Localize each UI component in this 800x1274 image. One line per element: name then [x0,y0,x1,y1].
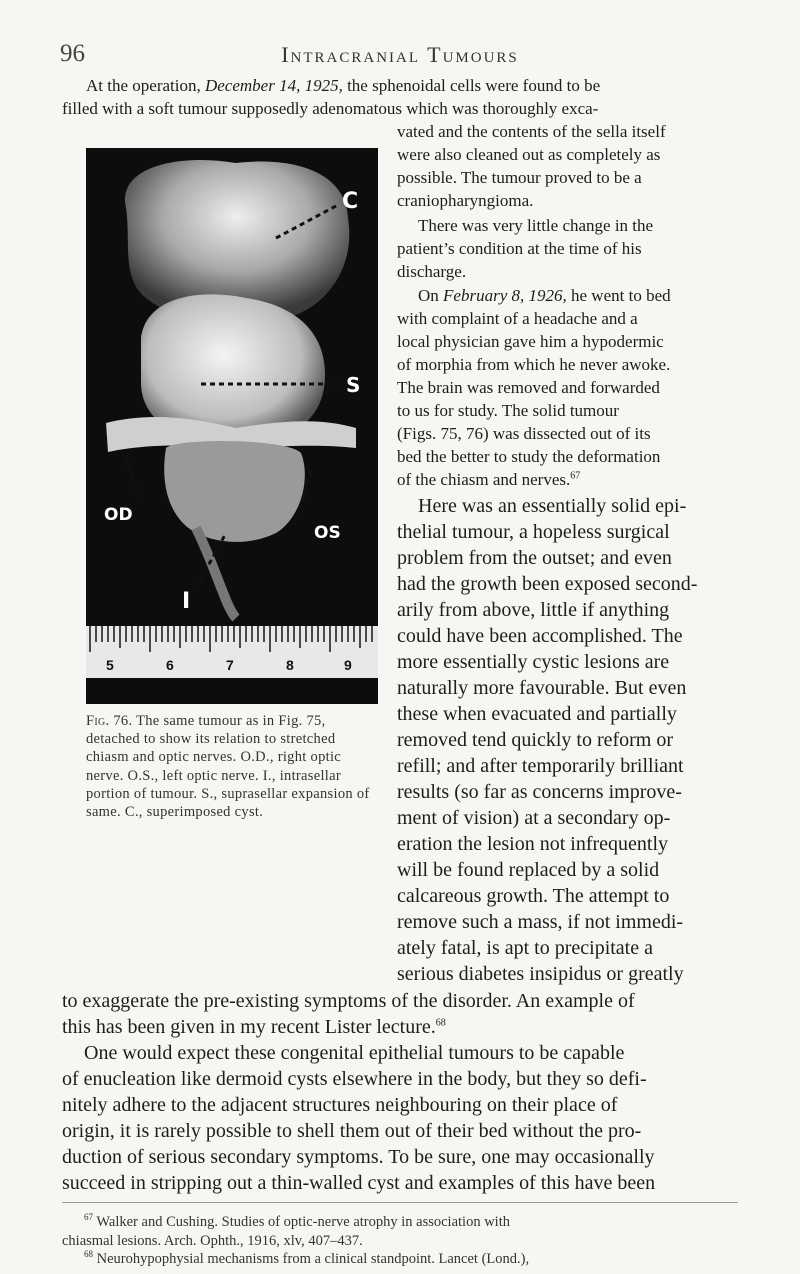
body-line: origin, it is rarely possible to shell them out of their bed without the pro- [62,1120,642,1142]
body-line: these when evacuated and partially [397,703,677,725]
body-line: were also cleaned out as completely as [397,145,661,164]
body-line: calcareous growth. The attempt to [397,885,670,907]
body-line: The brain was removed and forwarded [397,378,660,397]
body-line: vated and the contents of the sella itself [397,122,666,141]
figure-caption [86,712,382,821]
footnote-68: $^{68}$ Neurohypophysial mechanisms from a clinical standpoint. Lancet (Lond.), [84,1249,530,1267]
figure-caption-label: Fig. 76. [86,713,133,729]
body-line: filled with a soft tumour supposedly adenomatous which was thoroughly exca- [62,99,599,118]
ruler-number: 8 [286,657,294,673]
ruler-number: 7 [226,657,234,673]
figure-label-od: OD [104,505,133,525]
body-line: possible. The tumour proved to be a [397,168,642,187]
page-number: 96 [60,40,85,67]
running-head [60,40,740,72]
body-line: will be found replaced by a solid [397,859,660,881]
ruler-number: 9 [344,657,352,673]
body-line: with complaint of a headache and a [397,309,638,328]
body-line: of morphia from which he never awoke. [397,355,671,374]
body-line: nitely adhere to the adjacent structures neighbouring on their place of [62,1094,618,1116]
footnote-ref: 68 [435,1017,446,1029]
figure-label-s: S [346,373,361,397]
body-line: of the chiasm and nerves.$^{67}$ [397,470,581,489]
footnote-rule [62,1202,738,1203]
body-line: serious diabetes insipidus or greatly [397,963,684,985]
body-line: refill; and after temporarily brilliant [397,755,684,777]
body-line: naturally more favourable. But even [397,677,687,699]
body-line: bed the better to study the deformation [397,447,661,466]
figure-label-i: I [182,589,191,614]
body-line: discharge. [397,262,467,281]
body-line: removed tend quickly to reform or [397,729,674,751]
body-line: ately fatal, is apt to precipitate a [397,937,653,959]
body-line: remove such a mass, if not immedi- [397,911,684,933]
body-line: to us for study. The solid tumour [397,401,619,420]
figure-label-c: C [342,189,359,214]
footnote-ref: 67 [570,470,581,482]
body-line: craniopharyngioma. [397,191,534,210]
body-line: (Figs. 75, 76) was dissected out of its [397,424,651,443]
body-line: local physician gave him a hypodermic [397,332,664,351]
body-line: results (so far as concerns improve- [397,781,682,803]
ruler-number: 5 [106,657,114,673]
body-line: to exaggerate the pre-existing symptoms of the disorder. An example of [62,990,635,1012]
specimen-photograph [86,148,378,704]
footnote-67: $^{67}$ Walker and Cushing. Studies of optic-nerve atrophy in association with chiasmal lesions. Arch. Ophth., 1916, xlv, 407–437. [62,1212,510,1249]
body-line: arily from above, little if anything [397,599,670,621]
body-line: eration the lesion not infrequently [397,833,669,855]
body-line: Here was an essentially solid epi- [418,495,687,517]
body-line: succeed in stripping out a thin-walled cyst and examples of this have been [62,1172,656,1194]
body-line: There was very little change in the [418,216,654,235]
body-line: ment of vision) at a secondary op- [397,807,671,829]
body-line: At the operation, December 14, 1925, the sphenoidal cells were found to be [86,76,601,95]
ruler-number: 6 [166,657,174,673]
body-line: more essentially cystic lesions are [397,651,670,673]
body-line: patient’s condition at the time of his [397,239,642,258]
running-title: Intracranial Tumours [281,42,519,67]
body-line: of enucleation like dermoid cysts elsewhere in the body, but they so defi- [62,1068,647,1090]
figure-label-os: OS [314,523,341,543]
body-line: could have been accomplished. The [397,625,683,647]
body-line: this has been given in my recent Lister lecture.$^{68}$ [62,1016,446,1038]
figure-caption-text: The same tumour as in Fig. 75, detached to show its relation to stretched chiasm and optic nerves. O.D., right optic nerve. O.S., left optic nerve. I., intrasellar portion of tumour. S., suprasellar expansion of same. C., superimposed cyst. [86,713,370,821]
body-line: On February 8, 1926, he went to bed [418,286,671,305]
body-line: One would expect these congenital epithelial tumours to be capable [84,1042,625,1064]
body-line: duction of serious secondary symptoms. To be sure, one may occasionally [62,1146,655,1168]
body-line: thelial tumour, a hopeless surgical [397,521,670,543]
body-line: had the growth been exposed second- [397,573,698,595]
body-line: problem from the outset; and even [397,547,672,569]
